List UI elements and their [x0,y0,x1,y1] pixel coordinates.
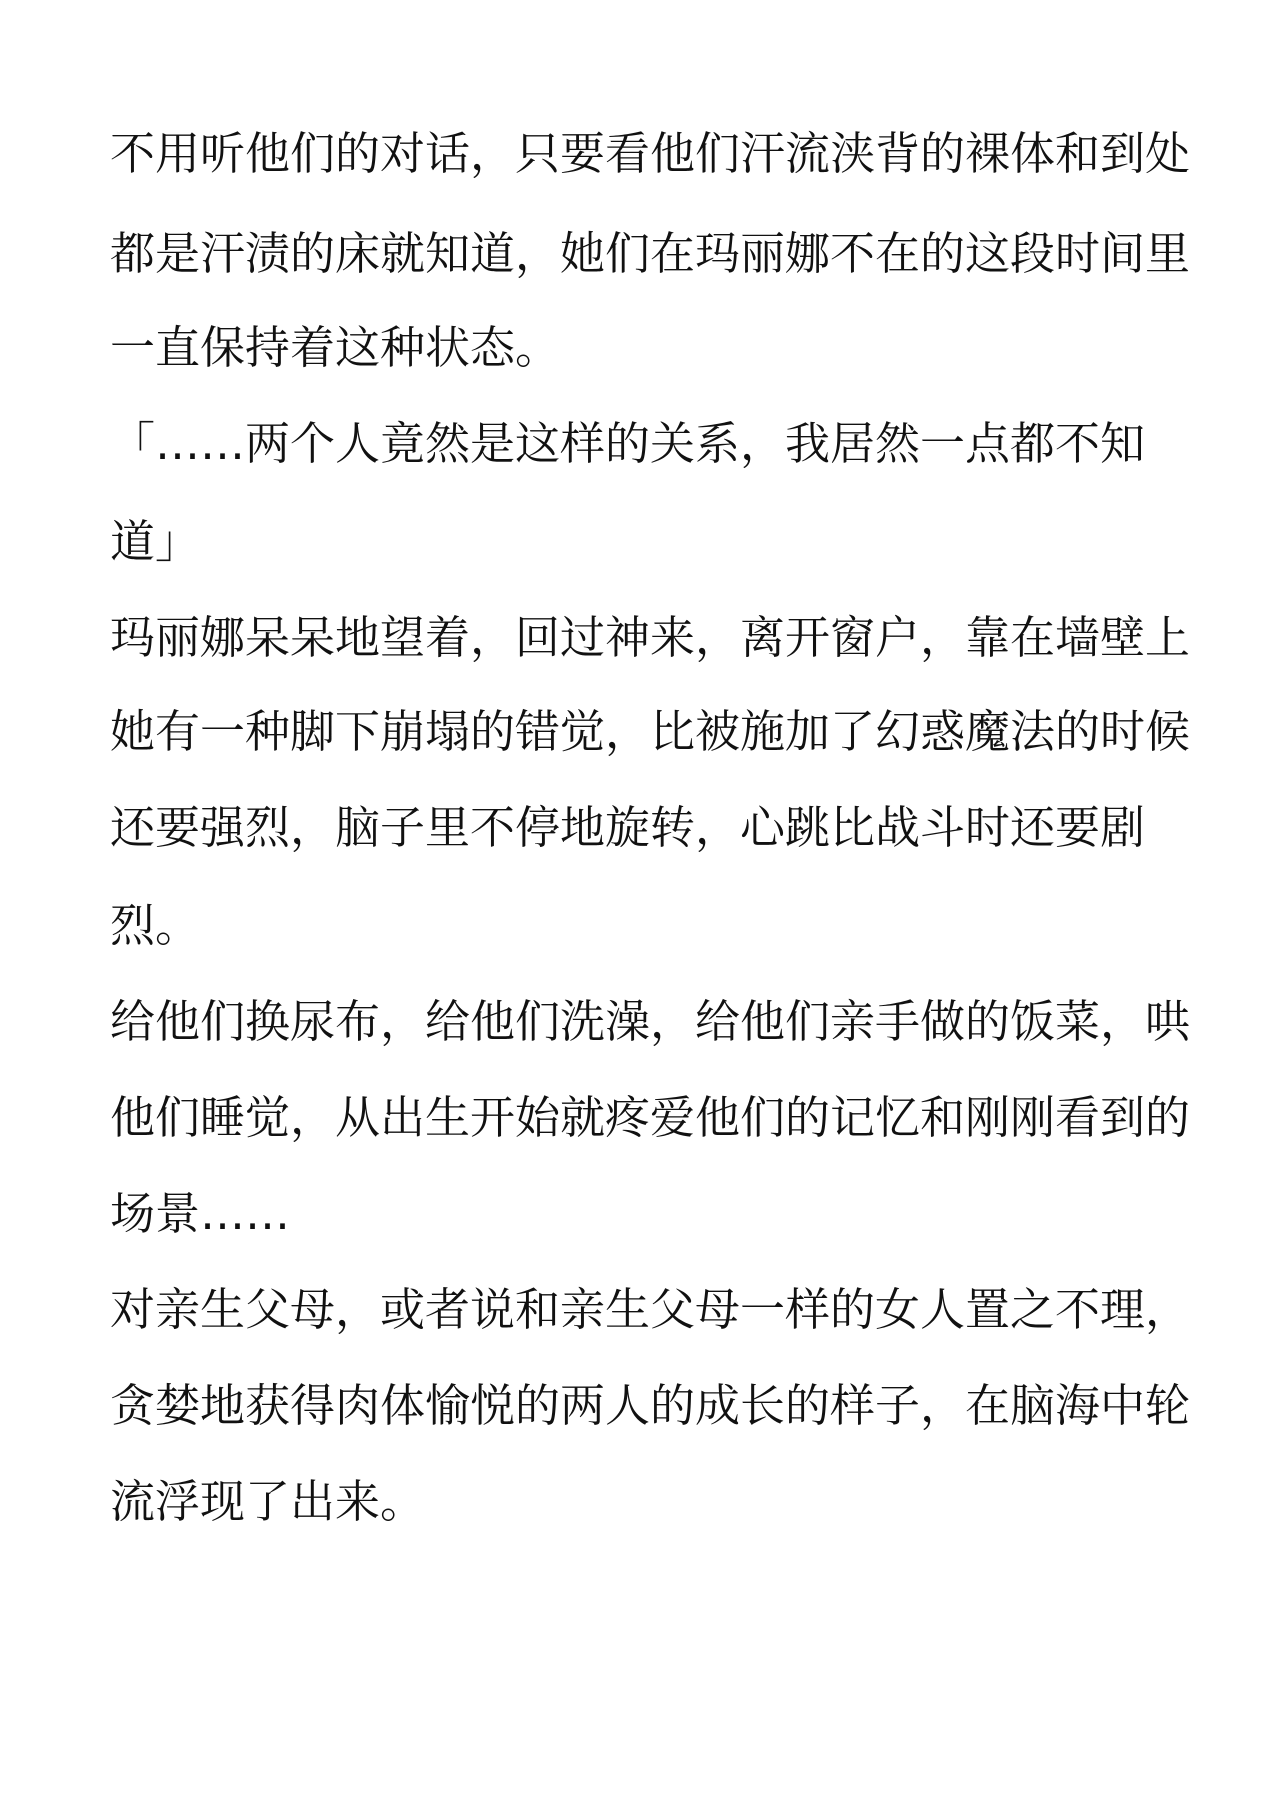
text-line: 场景…… [110,1187,291,1240]
text-line: 还要强烈，脑子里不停地旋转，心跳比战斗时还要剧 [110,801,1146,854]
text-line: 他们睡觉，从出生开始就疼爱他们的记忆和刚刚看到的 [110,1091,1190,1144]
text-line: 一直保持着这种状态。 [110,321,561,374]
text-line: 都是汗渍的床就知道，她们在玛丽娜不在的这段时间里 [110,227,1190,280]
text-line: 对亲生父母，或者说和亲生父母一样的女人置之不理， [110,1283,1190,1336]
text-line: 道」 [110,515,201,568]
text-line: 给他们换尿布，给他们洗澡，给他们亲手做的饭菜，哄 [110,995,1190,1048]
text-line: 她有一种脚下崩塌的错觉，比被施加了幻惑魔法的时候 [110,705,1190,758]
text-line: 流浮现了出来。 [110,1475,426,1528]
text-line: 玛丽娜呆呆地望着，回过神来，离开窗户，靠在墙壁上 [110,611,1190,664]
text-line: 贪婪地获得肉体愉悦的两人的成长的样子，在脑海中轮 [110,1379,1190,1432]
text-line: 不用听他们的对话，只要看他们汗流浃背的裸体和到处 [110,127,1190,180]
text-line: 「……两个人竟然是这样的关系，我居然一点都不知 [110,417,1146,470]
text-line: 烈。 [110,899,201,952]
